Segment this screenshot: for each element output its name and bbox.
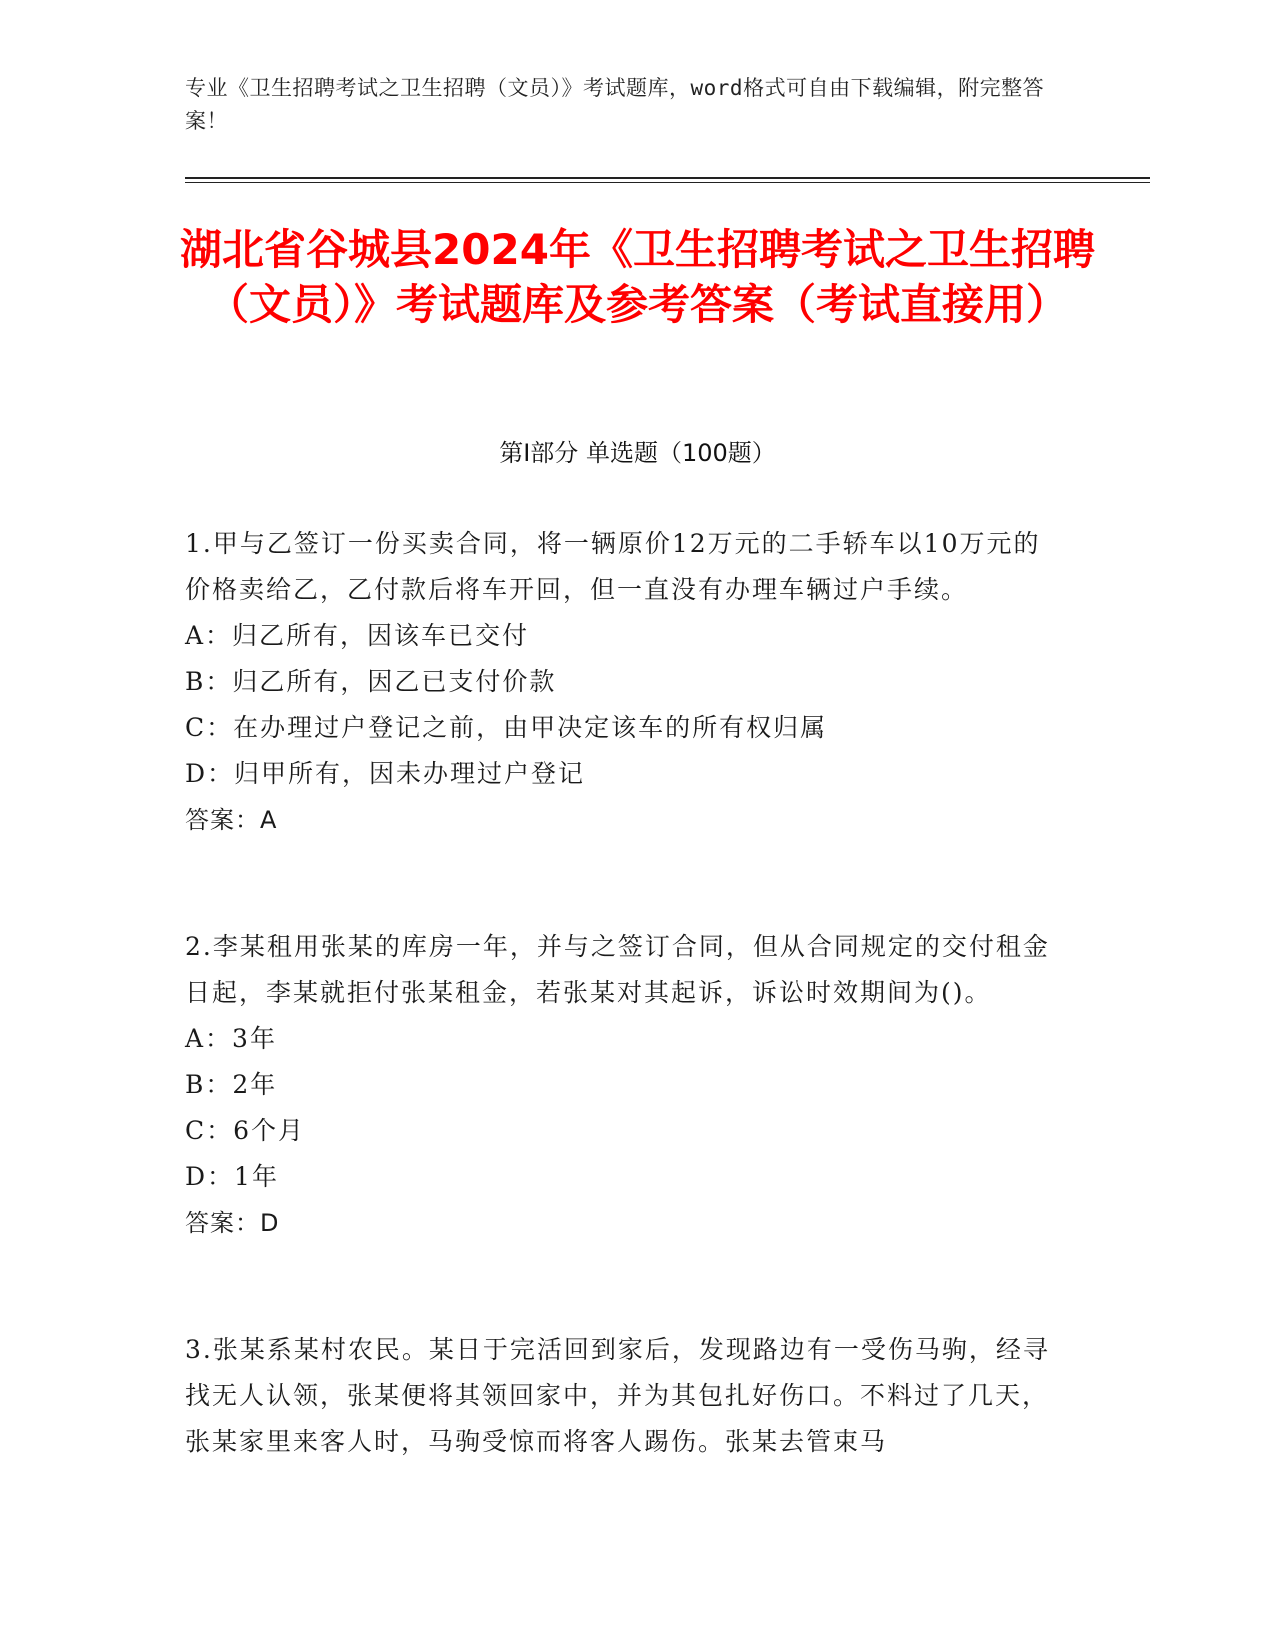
header-note: 专业《卫生招聘考试之卫生招聘（文员）》考试题库，word格式可自由下载编辑，附完整答案！ bbox=[185, 76, 1045, 133]
header-rule-thin bbox=[185, 182, 1150, 183]
question-stem: 2.李某租用张某的库房一年，并与之签订合同，但从合同规定的交付租金日起，李某就拒付张某租金，若张某对其起诉，诉讼时效期间为()。 bbox=[185, 932, 1050, 1007]
header-rule-thick bbox=[185, 177, 1150, 179]
option-a: A：归乙所有，因该车已交付 bbox=[185, 621, 530, 650]
option-b: B：归乙所有，因乙已支付价款 bbox=[185, 667, 557, 696]
option-b: B：2年 bbox=[185, 1070, 278, 1099]
question-2 bbox=[185, 924, 1065, 1246]
answer-line: 答案：A bbox=[185, 806, 278, 834]
option-d: D：归甲所有，因未办理过户登记 bbox=[185, 759, 586, 788]
section-title: 第Ⅰ部分 单选题（100题） bbox=[499, 439, 776, 467]
question-1 bbox=[185, 521, 1065, 843]
option-a: A：3年 bbox=[185, 1024, 277, 1053]
document-title: 湖北省谷城县2024年《卫生招聘考试之卫生招聘（文员）》考试题库及参考答案（考试直接用） bbox=[180, 225, 1095, 329]
question-3 bbox=[185, 1327, 1065, 1465]
question-stem: 1.甲与乙签订一份买卖合同，将一辆原价12万元的二手轿车以10万元的价格卖给乙，乙付款后将车开回，但一直没有办理车辆过户手续。 bbox=[185, 529, 1041, 604]
question-stem: 3.张某系某村农民。某日于完活回到家后，发现路边有一受伤马驹，经寻找无人认领，张某便将其领回家中，并为其包扎好伤口。不料过了几天，张某家里来客人时，马驹受惊而将客人踢伤。张某去管束马 bbox=[185, 1335, 1050, 1456]
option-c: C：在办理过户登记之前，由甲决定该车的所有权归属 bbox=[185, 713, 828, 742]
answer-line: 答案：D bbox=[185, 1209, 280, 1237]
option-c: C：6个月 bbox=[185, 1116, 306, 1145]
option-d: D：1年 bbox=[185, 1162, 279, 1191]
